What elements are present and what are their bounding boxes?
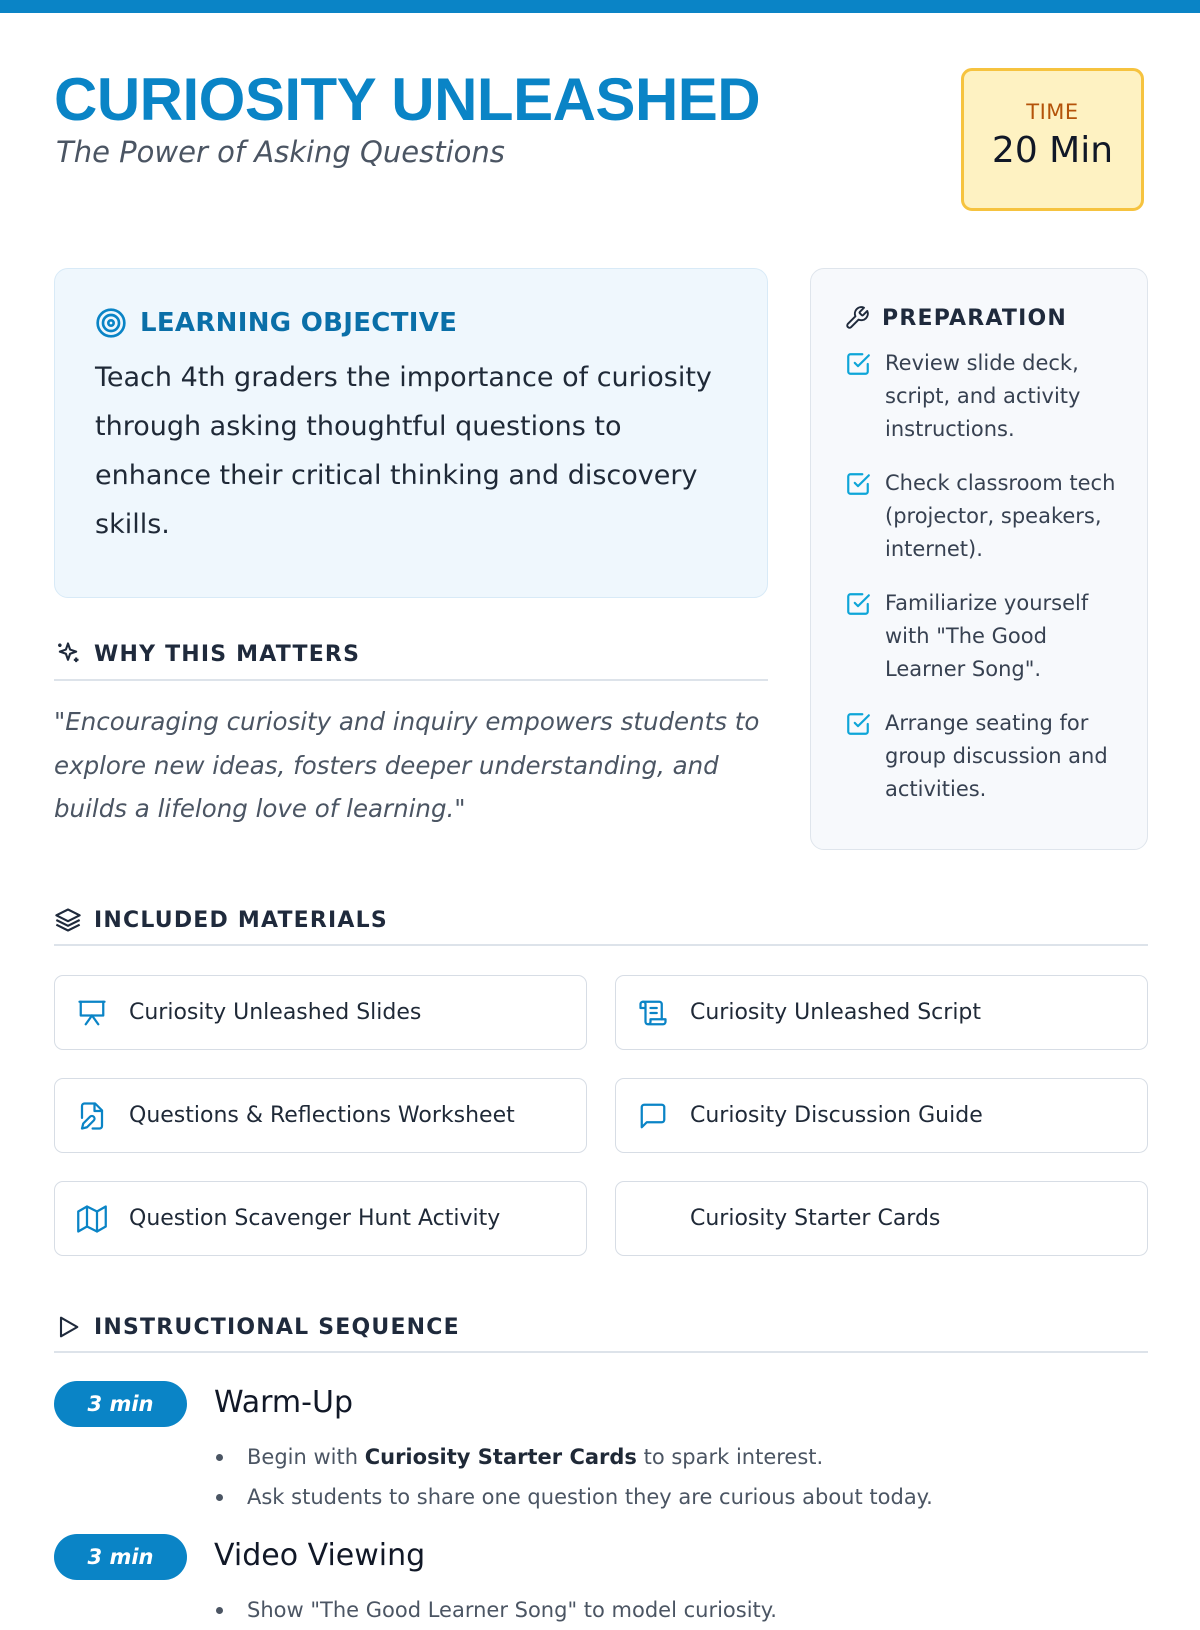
time-label: TIME [1026,100,1079,124]
step-bullet-list [214,1590,777,1630]
checkbox-checked-icon [845,471,871,497]
material-item-discussion-guide[interactable] [615,1078,1148,1153]
material-item-starter-cards[interactable] [615,1181,1148,1256]
message-square-icon [638,1101,668,1131]
instructional-sequence-header [54,1313,460,1341]
wrench-icon [844,305,870,331]
material-item-worksheet[interactable] [54,1078,587,1153]
preparation-item [845,707,1127,806]
sparkles-icon [54,640,82,668]
material-item-scavenger-hunt[interactable] [54,1181,587,1256]
step-title: Video Viewing [214,1538,426,1573]
checkbox-checked-icon [845,351,871,377]
scroll-icon [638,998,668,1028]
target-icon [95,307,127,339]
preparation-list [845,347,1127,806]
preparation-item [845,467,1127,566]
material-label: Curiosity Unleashed Script [690,1000,982,1025]
material-item-slides[interactable] [54,975,587,1050]
preparation-item-text: Familiarize yourself with "The Good Learner Song". [885,591,1089,681]
material-item-script[interactable] [615,975,1148,1050]
preparation-title: PREPARATION [882,305,1067,331]
section-divider [54,944,1148,946]
sequence-step-video-viewing [54,1534,1154,1622]
preparation-header [844,305,1127,331]
included-materials-header [54,906,388,934]
material-reference: Curiosity Starter Cards [364,1445,637,1469]
material-label: Curiosity Unleashed Slides [129,1000,422,1025]
duration-badge: 3 min [54,1381,187,1427]
material-label: Question Scavenger Hunt Activity [129,1206,501,1231]
preparation-item [845,587,1127,686]
empty-icon-slot [638,1204,668,1234]
page-title: CURIOSITY UNLEASHED [54,66,761,133]
preparation-item-text: Review slide deck, script, and activity instructions. [885,351,1081,441]
why-this-matters-title: WHY THIS MATTERS [94,641,361,667]
step-bullet: Begin with Curiosity Starter Cards to spark interest. [214,1437,933,1477]
sequence-step-warm-up [54,1381,1154,1509]
duration-badge: 3 min [54,1534,187,1580]
map-icon [77,1204,107,1234]
layers-icon [54,906,82,934]
step-bullet: Show "The Good Learner Song" to model curiosity. [214,1590,777,1630]
learning-objective-text: Teach 4th graders the importance of curiosity through asking thoughtful questions to enhance their critical thinking and discovery skills. [95,362,712,540]
preparation-item [845,347,1127,446]
included-materials-title: INCLUDED MATERIALS [94,907,388,933]
section-divider [54,679,768,681]
preparation-item-text: Arrange seating for group discussion and activities. [885,711,1108,801]
top-accent-bar [0,0,1200,13]
preparation-card [810,268,1148,850]
play-icon [54,1313,82,1341]
checkbox-checked-icon [845,711,871,737]
material-label: Questions & Reflections Worksheet [129,1103,515,1128]
learning-objective-card [54,268,768,598]
file-edit-icon [77,1101,107,1131]
checkbox-checked-icon [845,591,871,617]
why-this-matters-quote: "Encouraging curiosity and inquiry empowers students to explore new ideas, fosters deeper understanding, and builds a lifelong love of learning." [54,707,760,823]
step-bullet-list [214,1437,933,1517]
step-title: Warm-Up [214,1385,353,1420]
page-subtitle: The Power of Asking Questions [56,135,505,169]
materials-grid [54,975,1148,1256]
why-this-matters-header [54,640,768,668]
learning-objective-title: LEARNING OBJECTIVE [140,308,458,338]
presentation-icon [77,998,107,1028]
instructional-sequence-title: INSTRUCTIONAL SEQUENCE [94,1314,460,1340]
step-bullet: Ask students to share one question they are curious about today. [214,1477,933,1517]
material-label: Curiosity Starter Cards [690,1206,941,1231]
time-value: 20 Min [991,130,1114,171]
preparation-item-text: Check classroom tech (projector, speakers, internet). [885,471,1116,561]
time-badge [961,68,1144,211]
section-divider [54,1351,1148,1353]
material-label: Curiosity Discussion Guide [690,1103,983,1128]
learning-objective-header [95,307,727,339]
